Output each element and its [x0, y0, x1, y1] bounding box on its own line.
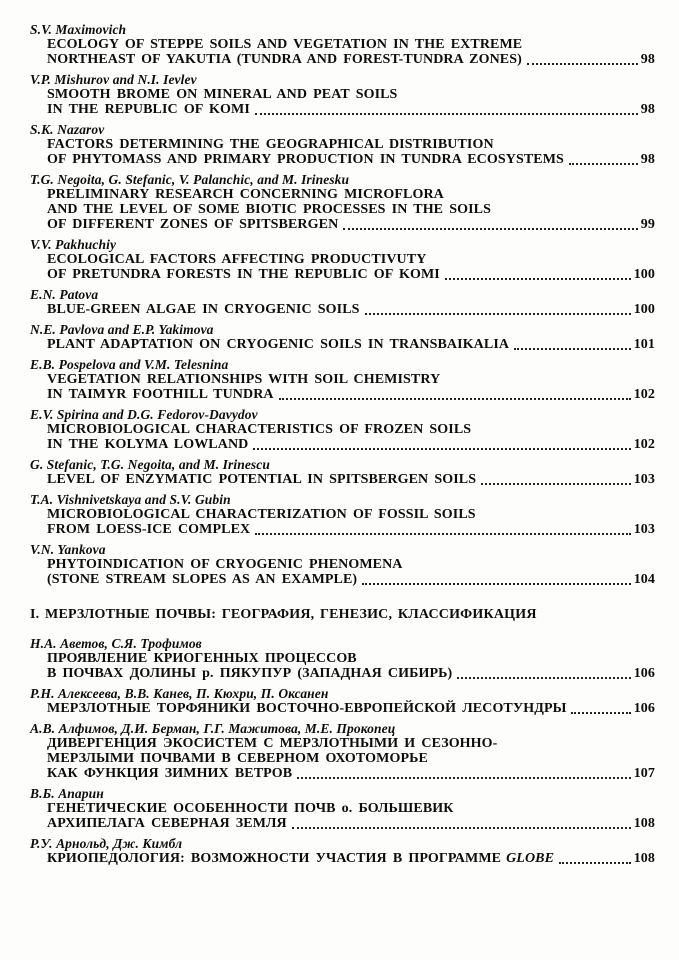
- entry-title-text: МЕРЗЛОТНЫЕ ТОРФЯНИКИ ВОСТОЧНО-ЕВРОПЕЙСКОЙ ЛЕСОТУНДРЫ: [47, 701, 567, 716]
- page-number: 103: [633, 522, 655, 537]
- entry-authors: Р.У. Арнольд, Дж. Кимбл: [30, 836, 183, 851]
- page-number: 102: [633, 437, 655, 452]
- page-number: 99: [640, 217, 655, 232]
- entry-title-line: PHYTOINDICATION OF CRYOGENIC PHENOMENA: [47, 557, 403, 572]
- entry-title-text: IN THE KOLYMA LOWLAND: [47, 437, 249, 452]
- toc-entry: [30, 287, 655, 317]
- entry-title-text: OF PHYTOMASS AND PRIMARY PRODUCTION IN TUNDRA ECOSYSTEMS: [47, 152, 564, 167]
- entry-title-text: PLANT ADAPTATION ON CRYOGENIC SOILS IN TRANSBAIKALIA: [47, 337, 510, 352]
- toc-russian-section: [30, 636, 655, 866]
- dot-leader: [527, 63, 638, 65]
- toc-english-section: [30, 22, 655, 587]
- entry-title-text: NORTHEAST OF YAKUTIA (TUNDRA AND FOREST-TUNDRA ZONES): [47, 52, 522, 67]
- toc-entry: [30, 686, 655, 716]
- dot-leader: [514, 348, 631, 350]
- dot-leader: [445, 278, 631, 280]
- toc-entry: [30, 357, 655, 402]
- entry-authors: V.P. Mishurov and N.I. Ievlev: [30, 72, 197, 87]
- page-number: 108: [633, 851, 655, 866]
- toc-entry: [30, 836, 655, 866]
- entry-title-line: AND THE LEVEL OF SOME BIOTIC PROCESSES IN THE SOILS: [47, 202, 491, 217]
- entry-title-text: OF DIFFERENT ZONES OF SPITSBERGEN: [47, 217, 339, 232]
- toc-entry: [30, 721, 655, 781]
- page-number: 103: [633, 472, 655, 487]
- page-number: 98: [640, 52, 655, 67]
- page-number: 101: [633, 337, 655, 352]
- dot-leader: [559, 862, 631, 864]
- entry-authors: S.K. Nazarov: [30, 122, 105, 137]
- dot-leader: [253, 448, 630, 450]
- dot-leader: [297, 777, 631, 779]
- entry-title-lastline: [30, 102, 655, 117]
- page-number: 102: [633, 387, 655, 402]
- entry-authors: T.G. Negoita, G. Stefanic, V. Palanchic, and M. Irinesku: [30, 172, 350, 187]
- entry-title-line: ECOLOGICAL FACTORS AFFECTING PRODUCTIVUTY: [47, 252, 427, 267]
- entry-title-line: PRELIMINARY RESEARCH CONCERNING MICROFLORA: [47, 187, 444, 202]
- entry-title-text: IN TAIMYR FOOTHILL TUNDRA: [47, 387, 274, 402]
- toc-entry: [30, 122, 655, 167]
- dot-leader: [292, 827, 631, 829]
- entry-title-line: МЕРЗЛЫМИ ПОЧВАМИ В СЕВЕРНОМ ОХОТОМОРЬЕ: [47, 751, 428, 766]
- entry-authors: V.N. Yankova: [30, 542, 106, 557]
- entry-title-lastline: [30, 437, 655, 452]
- entry-title-lastline: [30, 816, 655, 831]
- toc-entry: [30, 237, 655, 282]
- entry-title-line: ГЕНЕТИЧЕСКИЕ ОСОБЕННОСТИ ПОЧВ о. БОЛЬШЕВИК: [47, 801, 454, 816]
- page-number: 100: [633, 267, 655, 282]
- entry-authors: Р.Н. Алексеева, В.В. Канев, П. Кюхри, П. Оксанен: [30, 686, 329, 701]
- entry-title-lastline: [30, 52, 655, 67]
- entry-title-text: В ПОЧВАХ ДОЛИНЫ р. ПЯКУПУР (ЗАПАДНАЯ СИБИРЬ): [47, 666, 453, 681]
- toc-entry: [30, 542, 655, 587]
- entry-title-text: КАК ФУНКЦИЯ ЗИМНИХ ВЕТРОВ: [47, 766, 293, 781]
- entry-title-line: ДИВЕРГЕНЦИЯ ЭКОСИСТЕМ С МЕРЗЛОТНЫМИ И СЕЗОННО-: [47, 736, 498, 751]
- entry-title-line: SMOOTH BROME ON MINERAL AND PEAT SOILS: [47, 87, 398, 102]
- entry-title-italic: GLOBE: [506, 851, 555, 866]
- entry-title-text: BLUE-GREEN ALGAE IN CRYOGENIC SOILS: [47, 302, 360, 317]
- entry-title-line: MICROBIOLOGICAL CHARACTERIZATION OF FOSSIL SOILS: [47, 507, 476, 522]
- dot-leader: [457, 677, 630, 679]
- entry-title-text: (STONE STREAM SLOPES AS AN EXAMPLE): [47, 572, 358, 587]
- entry-title-line: VEGETATION RELATIONSHIPS WITH SOIL CHEMISTRY: [47, 372, 441, 387]
- toc-entry: [30, 172, 655, 232]
- entry-title-text: АРХИПЕЛАГА СЕВЕРНАЯ ЗЕМЛЯ: [47, 816, 287, 831]
- page-number: 104: [633, 572, 655, 587]
- page-number: 98: [640, 152, 655, 167]
- page-number: 108: [633, 816, 655, 831]
- entry-title-lastline: [30, 387, 655, 402]
- dot-leader: [365, 313, 631, 315]
- dot-leader: [481, 483, 631, 485]
- entry-authors: Н.А. Аветов, С.Я. Трофимов: [30, 636, 202, 651]
- dot-leader: [571, 712, 630, 714]
- toc-entry: [30, 72, 655, 117]
- entry-title-line: FACTORS DETERMINING THE GEOGRAPHICAL DISTRIBUTION: [47, 137, 494, 152]
- entry-title-lastline: [30, 701, 655, 716]
- toc-entry: [30, 322, 655, 352]
- dot-leader: [255, 533, 630, 535]
- entry-authors: E.B. Pospelova and V.M. Telesnina: [30, 357, 229, 372]
- entry-authors: А.В. Алфимов, Д.И. Берман, Г.Г. Мажитова, М.Е. Прокопец: [30, 721, 396, 736]
- entry-authors: E.V. Spirina and D.G. Fedorov-Davydov: [30, 407, 258, 422]
- entry-title-lastline: [30, 152, 655, 167]
- dot-leader: [362, 583, 630, 585]
- page-number: 107: [633, 766, 655, 781]
- entry-title-lastline: [30, 302, 655, 317]
- entry-title-text: КРИОПЕДОЛОГИЯ: ВОЗМОЖНОСТИ УЧАСТИЯ В ПРОГРАММЕ: [47, 851, 502, 866]
- entry-title-lastline: [30, 472, 655, 487]
- page-number: 100: [633, 302, 655, 317]
- entry-title-lastline: [30, 851, 655, 866]
- entry-authors: S.V. Maximovich: [30, 22, 127, 37]
- page-number: 106: [633, 701, 655, 716]
- entry-title-text: OF PRETUNDRA FORESTS IN THE REPUBLIC OF KOMI: [47, 267, 440, 282]
- entry-title-text: FROM LOESS-ICE COMPLEX: [47, 522, 251, 537]
- entry-title-text: IN THE REPUBLIC OF KOMI: [47, 102, 250, 117]
- entry-title-lastline: [30, 267, 655, 282]
- entry-authors: V.V. Pakhuchiy: [30, 237, 117, 252]
- toc-entry: [30, 786, 655, 831]
- entry-title-lastline: [30, 217, 655, 232]
- entry-authors: E.N. Patova: [30, 287, 99, 302]
- entry-title-lastline: [30, 666, 655, 681]
- entry-title-lastline: [30, 766, 655, 781]
- entry-title-lastline: [30, 337, 655, 352]
- dot-leader: [279, 398, 631, 400]
- toc-entry: [30, 492, 655, 537]
- entry-title-line: ECOLOGY OF STEPPE SOILS AND VEGETATION IN THE EXTREME: [47, 37, 523, 52]
- dot-leader: [343, 228, 638, 230]
- entry-title-line: ПРОЯВЛЕНИЕ КРИОГЕННЫХ ПРОЦЕССОВ: [47, 651, 357, 666]
- entry-title-line: MICROBIOLOGICAL CHARACTERISTICS OF FROZEN SOILS: [47, 422, 472, 437]
- entry-authors: N.E. Pavlova and E.P. Yakimova: [30, 322, 214, 337]
- entry-authors: T.A. Vishnivetskaya and S.V. Gubin: [30, 492, 231, 507]
- entry-title-text: LEVEL OF ENZYMATIC POTENTIAL IN SPITSBERGEN SOILS: [47, 472, 477, 487]
- toc-entry: [30, 407, 655, 452]
- toc-entry: [30, 457, 655, 487]
- dot-leader: [569, 163, 638, 165]
- page-number: 98: [640, 102, 655, 117]
- entry-authors: В.Б. Апарин: [30, 786, 104, 801]
- entry-authors: G. Stefanic, T.G. Negoita, and M. Irinescu: [30, 457, 270, 472]
- toc-entry: [30, 636, 655, 681]
- section-heading: I. МЕРЗЛОТНЫЕ ПОЧВЫ: ГЕОГРАФИЯ, ГЕНЕЗИС, КЛАССИФИКАЦИЯ: [30, 607, 537, 622]
- page-number: 106: [633, 666, 655, 681]
- dot-leader: [255, 113, 638, 115]
- entry-title-lastline: [30, 522, 655, 537]
- toc-entry: [30, 22, 655, 67]
- entry-title-lastline: [30, 572, 655, 587]
